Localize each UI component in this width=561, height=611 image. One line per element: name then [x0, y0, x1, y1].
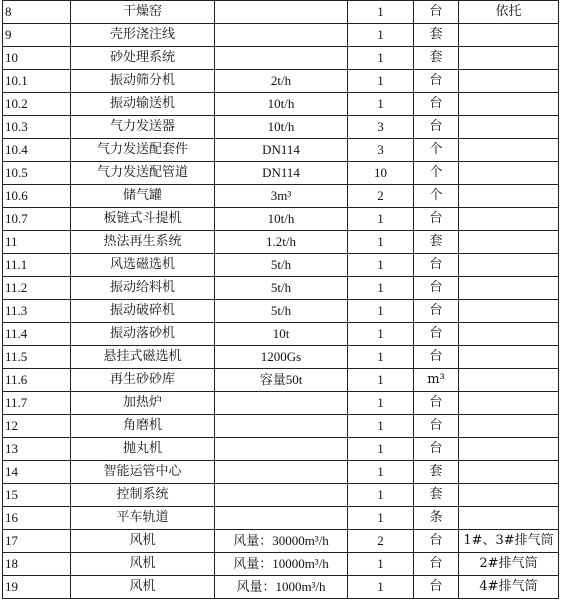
equipment-name-cell: 气力发送配管道: [71, 162, 215, 185]
remark-cell: [459, 484, 559, 507]
table-row: [3, 484, 559, 507]
item-number-cell: 8: [3, 1, 71, 24]
remark-cell: [459, 139, 559, 162]
remark-cell: [459, 392, 559, 415]
unit-cell: 条: [414, 507, 459, 530]
table-row: [3, 1, 559, 24]
quantity-cell: 1: [348, 47, 414, 70]
unit-cell: 台: [414, 530, 459, 553]
item-number-cell: 11.7: [3, 392, 71, 415]
unit-cell: 套: [414, 461, 459, 484]
quantity-cell: 1: [348, 553, 414, 576]
table-row: [3, 323, 559, 346]
specification-cell: 10t/h: [215, 208, 348, 231]
table-row: [3, 277, 559, 300]
unit-cell: m³: [414, 369, 459, 392]
specification-cell: 10t: [215, 323, 348, 346]
equipment-name-cell: 振动给料机: [71, 277, 215, 300]
table-row: [3, 70, 559, 93]
item-number-cell: 11.1: [3, 254, 71, 277]
table-row: [3, 93, 559, 116]
remark-cell: [459, 24, 559, 47]
unit-cell: 台: [414, 254, 459, 277]
quantity-cell: 2: [348, 530, 414, 553]
unit-cell: 套: [414, 231, 459, 254]
item-number-cell: 19: [3, 576, 71, 599]
remark-cell: [459, 323, 559, 346]
specification-cell: 10t/h: [215, 116, 348, 139]
unit-cell: 个: [414, 185, 459, 208]
item-number-cell: 10.6: [3, 185, 71, 208]
equipment-name-cell: 加热炉: [71, 392, 215, 415]
quantity-cell: 2: [348, 185, 414, 208]
remark-cell: [459, 346, 559, 369]
equipment-name-cell: 振动筛分机: [71, 70, 215, 93]
specification-cell: [215, 438, 348, 461]
quantity-cell: 1: [348, 277, 414, 300]
specification-cell: [215, 415, 348, 438]
table-row: [3, 461, 559, 484]
quantity-cell: 1: [348, 24, 414, 47]
unit-cell: 台: [414, 208, 459, 231]
specification-cell: [215, 461, 348, 484]
remark-cell: 1#、3#排气筒: [459, 530, 559, 553]
unit-cell: 套: [414, 24, 459, 47]
equipment-name-cell: 再生砂砂库: [71, 369, 215, 392]
table-row: [3, 346, 559, 369]
remark-cell: [459, 93, 559, 116]
quantity-cell: 1: [348, 346, 414, 369]
item-number-cell: 11: [3, 231, 71, 254]
unit-cell: 个: [414, 139, 459, 162]
specification-cell: 风量：30000m³/h: [215, 530, 348, 553]
quantity-cell: 1: [348, 70, 414, 93]
remark-cell: 依托: [459, 1, 559, 24]
unit-cell: 台: [414, 300, 459, 323]
equipment-name-cell: 振动输送机: [71, 93, 215, 116]
unit-cell: 台: [414, 415, 459, 438]
item-number-cell: 12: [3, 415, 71, 438]
specification-cell: DN114: [215, 162, 348, 185]
specification-cell: [215, 24, 348, 47]
equipment-name-cell: 智能运管中心: [71, 461, 215, 484]
equipment-name-cell: 振动破碎机: [71, 300, 215, 323]
specification-cell: [215, 392, 348, 415]
table-row: [3, 24, 559, 47]
table-row: [3, 369, 559, 392]
equipment-name-cell: 风机: [71, 553, 215, 576]
quantity-cell: 1: [348, 484, 414, 507]
table-row: [3, 208, 559, 231]
quantity-cell: 1: [348, 208, 414, 231]
table-row: [3, 231, 559, 254]
specification-cell: 风量：10000m³/h: [215, 553, 348, 576]
remark-cell: [459, 300, 559, 323]
quantity-cell: 1: [348, 300, 414, 323]
unit-cell: 台: [414, 346, 459, 369]
item-number-cell: 10.2: [3, 93, 71, 116]
specification-cell: 风量：1000m³/h: [215, 576, 348, 599]
unit-cell: 台: [414, 277, 459, 300]
table-row: [3, 47, 559, 70]
quantity-cell: 1: [348, 415, 414, 438]
specification-cell: 3m³: [215, 185, 348, 208]
remark-cell: [459, 415, 559, 438]
specification-cell: 容量50t: [215, 369, 348, 392]
remark-cell: [459, 461, 559, 484]
specification-cell: [215, 484, 348, 507]
remark-cell: [459, 369, 559, 392]
quantity-cell: 1: [348, 93, 414, 116]
equipment-name-cell: 热法再生系统: [71, 231, 215, 254]
quantity-cell: 10: [348, 162, 414, 185]
item-number-cell: 18: [3, 553, 71, 576]
item-number-cell: 10.1: [3, 70, 71, 93]
specification-cell: 1200Gs: [215, 346, 348, 369]
quantity-cell: 1: [348, 392, 414, 415]
item-number-cell: 10: [3, 47, 71, 70]
item-number-cell: 10.5: [3, 162, 71, 185]
item-number-cell: 15: [3, 484, 71, 507]
equipment-name-cell: 角磨机: [71, 415, 215, 438]
item-number-cell: 9: [3, 24, 71, 47]
unit-cell: 台: [414, 70, 459, 93]
specification-cell: [215, 47, 348, 70]
remark-cell: [459, 277, 559, 300]
equipment-name-cell: 风选磁选机: [71, 254, 215, 277]
equipment-name-cell: 砂处理系统: [71, 47, 215, 70]
unit-cell: 台: [414, 116, 459, 139]
unit-cell: 台: [414, 323, 459, 346]
remark-cell: [459, 185, 559, 208]
equipment-name-cell: 干燥窑: [71, 1, 215, 24]
quantity-cell: 1: [348, 231, 414, 254]
unit-cell: 套: [414, 47, 459, 70]
unit-cell: 台: [414, 1, 459, 24]
quantity-cell: 1: [348, 1, 414, 24]
quantity-cell: 3: [348, 139, 414, 162]
table-row: [3, 185, 559, 208]
item-number-cell: 10.4: [3, 139, 71, 162]
unit-cell: 台: [414, 93, 459, 116]
remark-cell: [459, 507, 559, 530]
quantity-cell: 1: [348, 369, 414, 392]
equipment-name-cell: 板链式斗提机: [71, 208, 215, 231]
item-number-cell: 16: [3, 507, 71, 530]
specification-cell: [215, 507, 348, 530]
quantity-cell: 1: [348, 323, 414, 346]
remark-cell: [459, 231, 559, 254]
quantity-cell: 1: [348, 254, 414, 277]
equipment-name-cell: 壳形浇注线: [71, 24, 215, 47]
equipment-table-body: [3, 1, 559, 599]
quantity-cell: 1: [348, 438, 414, 461]
equipment-name-cell: 悬挂式磁选机: [71, 346, 215, 369]
equipment-name-cell: 风机: [71, 530, 215, 553]
unit-cell: 个: [414, 162, 459, 185]
remark-cell: [459, 162, 559, 185]
table-row: [3, 254, 559, 277]
specification-cell: 2t/h: [215, 70, 348, 93]
table-row: [3, 553, 559, 576]
unit-cell: 台: [414, 392, 459, 415]
table-row: [3, 139, 559, 162]
equipment-name-cell: 振动落砂机: [71, 323, 215, 346]
specification-cell: DN114: [215, 139, 348, 162]
unit-cell: 台: [414, 576, 459, 599]
equipment-name-cell: 风机: [71, 576, 215, 599]
specification-cell: [215, 1, 348, 24]
specification-cell: 5t/h: [215, 277, 348, 300]
table-row: [3, 162, 559, 185]
quantity-cell: 1: [348, 461, 414, 484]
equipment-name-cell: 控制系统: [71, 484, 215, 507]
remark-cell: [459, 47, 559, 70]
item-number-cell: 11.5: [3, 346, 71, 369]
table-row: [3, 300, 559, 323]
item-number-cell: 17: [3, 530, 71, 553]
table-row: [3, 116, 559, 139]
remark-cell: [459, 438, 559, 461]
remark-cell: [459, 254, 559, 277]
remark-cell: [459, 208, 559, 231]
table-row: [3, 415, 559, 438]
equipment-name-cell: 平车轨道: [71, 507, 215, 530]
item-number-cell: 11.6: [3, 369, 71, 392]
item-number-cell: 10.3: [3, 116, 71, 139]
quantity-cell: 1: [348, 507, 414, 530]
equipment-name-cell: 抛丸机: [71, 438, 215, 461]
unit-cell: 台: [414, 553, 459, 576]
item-number-cell: 14: [3, 461, 71, 484]
equipment-table: [2, 0, 559, 599]
remark-cell: 2#排气筒: [459, 553, 559, 576]
remark-cell: [459, 70, 559, 93]
table-row: [3, 576, 559, 599]
quantity-cell: 3: [348, 116, 414, 139]
unit-cell: 套: [414, 484, 459, 507]
remark-cell: [459, 116, 559, 139]
item-number-cell: 13: [3, 438, 71, 461]
unit-cell: 台: [414, 438, 459, 461]
specification-cell: 5t/h: [215, 300, 348, 323]
equipment-name-cell: 气力发送器: [71, 116, 215, 139]
equipment-name-cell: 气力发送配套件: [71, 139, 215, 162]
remark-cell: 4#排气筒: [459, 576, 559, 599]
table-row: [3, 507, 559, 530]
specification-cell: 1.2t/h: [215, 231, 348, 254]
table-row: [3, 392, 559, 415]
equipment-name-cell: 储气罐: [71, 185, 215, 208]
item-number-cell: 11.2: [3, 277, 71, 300]
specification-cell: 10t/h: [215, 93, 348, 116]
table-row: [3, 530, 559, 553]
quantity-cell: 1: [348, 576, 414, 599]
item-number-cell: 10.7: [3, 208, 71, 231]
table-row: [3, 438, 559, 461]
item-number-cell: 11.4: [3, 323, 71, 346]
specification-cell: 5t/h: [215, 254, 348, 277]
item-number-cell: 11.3: [3, 300, 71, 323]
